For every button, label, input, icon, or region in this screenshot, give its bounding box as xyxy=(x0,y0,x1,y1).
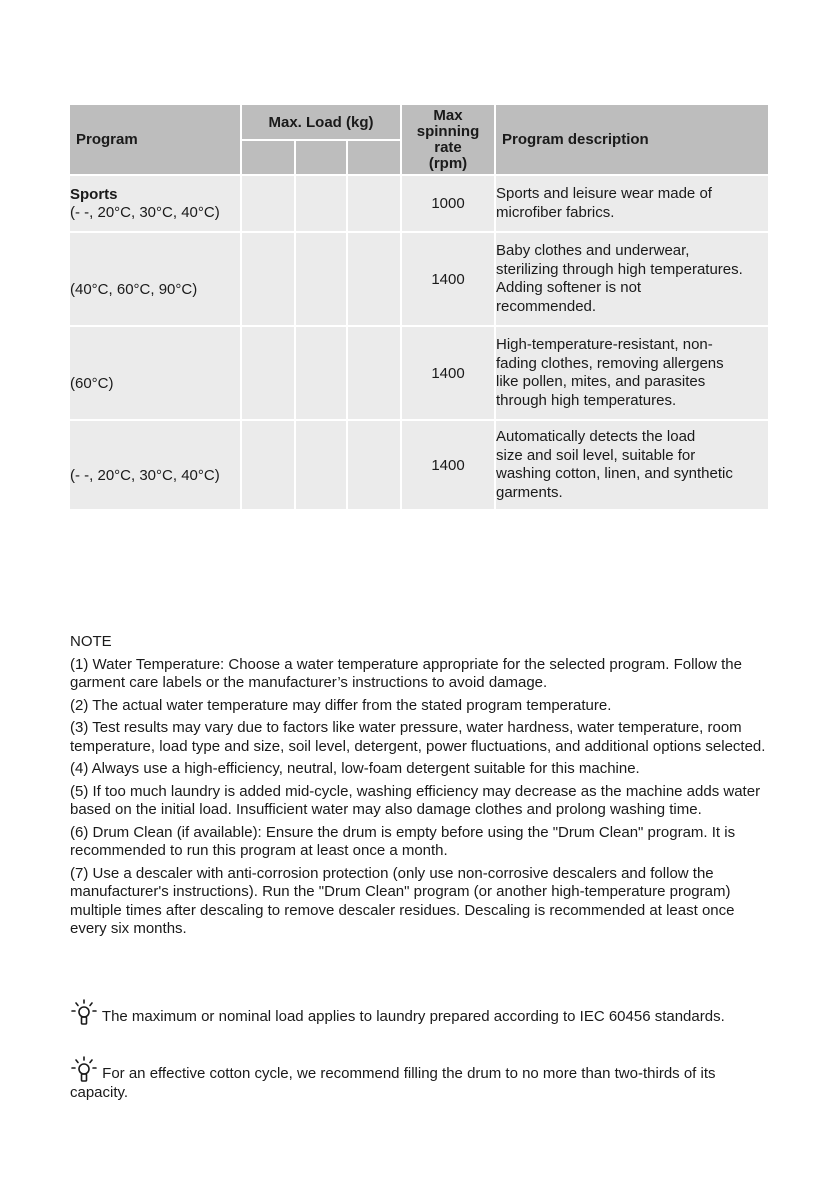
lightbulb-icon xyxy=(70,1056,98,1084)
program-cell: (40°C, 60°C, 90°C) xyxy=(69,232,241,326)
note-item: (4) Always use a high-efficiency, neutral, low-foam detergent suitable for this machine. xyxy=(70,760,640,777)
table-row xyxy=(69,175,769,232)
spin-cell: 1000 xyxy=(401,175,495,232)
note-item: (6) Drum Clean (if available): Ensure the drum is empty before using the "Drum Clean" program. It is recommended to run this program at least once a month. xyxy=(70,823,736,859)
header-load-sub-2 xyxy=(295,140,347,175)
lightbulb-icon xyxy=(70,999,98,1027)
table-row xyxy=(69,326,769,420)
tip-text: The maximum or nominal load applies to laundry prepared according to IEC 60456 standards. xyxy=(101,1008,725,1025)
description-cell: Automatically detects the load size and soil level, suitable for washing cotton, linen, and synthetic garments. xyxy=(495,420,769,510)
note-item: (7) Use a descaler with anti-corrosion protection (only use non-corrosive descalers and follow the manufacturer's instructions). Run the "Drum Clean" program (or another high-temperature program) multiple times after descaling to remove descaler residues. Descaling is recommended at least once every six months. xyxy=(70,864,735,937)
tip-text: For an effective cotton cycle, we recommend filling the drum to no more than two-thirds of its capacity. xyxy=(70,1065,716,1101)
program-cell: (60°C) xyxy=(69,326,241,420)
header-program: Program xyxy=(69,104,241,175)
description-cell: Baby clothes and underwear, sterilizing through high temperatures. Adding softener is not recommended. xyxy=(495,232,769,326)
note-item: (2) The actual water temperature may differ from the stated program temperature. xyxy=(70,696,612,714)
header-description: Program description xyxy=(495,104,769,175)
program-cell: (- -, 20°C, 30°C, 40°C) xyxy=(69,420,241,510)
table-row xyxy=(69,420,769,510)
spin-cell: 1400 xyxy=(401,232,495,326)
tip-note xyxy=(70,1056,770,1103)
notes-title: NOTE xyxy=(70,633,112,650)
header-max-load: Max. Load (kg) xyxy=(241,104,401,140)
notes-section xyxy=(70,633,770,943)
program-table xyxy=(68,103,770,511)
spin-cell: 1400 xyxy=(401,326,495,420)
description-cell: Sports and leisure wear made of microfiber fabrics. xyxy=(495,175,769,232)
description-cell: High-temperature-resistant, non- fading clothes, removing allergens like pollen, mites, and parasites through high temperatures. xyxy=(495,326,769,420)
note-item: (1) Water Temperature: Choose a water temperature appropriate for the selected program. Follow the garment care labels or the manufacturer’s instructions to avoid damage. xyxy=(70,655,742,691)
tip-note xyxy=(70,999,770,1027)
header-max-spin: Max spinning rate (rpm) xyxy=(401,104,495,175)
spin-cell: 1400 xyxy=(401,420,495,510)
note-item: (3) Test results may vary due to factors like water pressure, water hardness, water temperature, room temperature, load type and size, soil level, detergent, power fluctuations, and additional options selected. xyxy=(70,719,766,755)
table-row xyxy=(69,232,769,326)
header-load-sub-3 xyxy=(347,140,401,175)
header-load-sub-1 xyxy=(241,140,295,175)
program-cell: Sports (- -, 20°C, 30°C, 40°C) xyxy=(69,175,241,232)
note-item: (5) If too much laundry is added mid-cycle, washing efficiency may decrease as the machine adds water based on the initial load. Insufficient water may also damage clothes and prolong washing time. xyxy=(70,782,761,818)
